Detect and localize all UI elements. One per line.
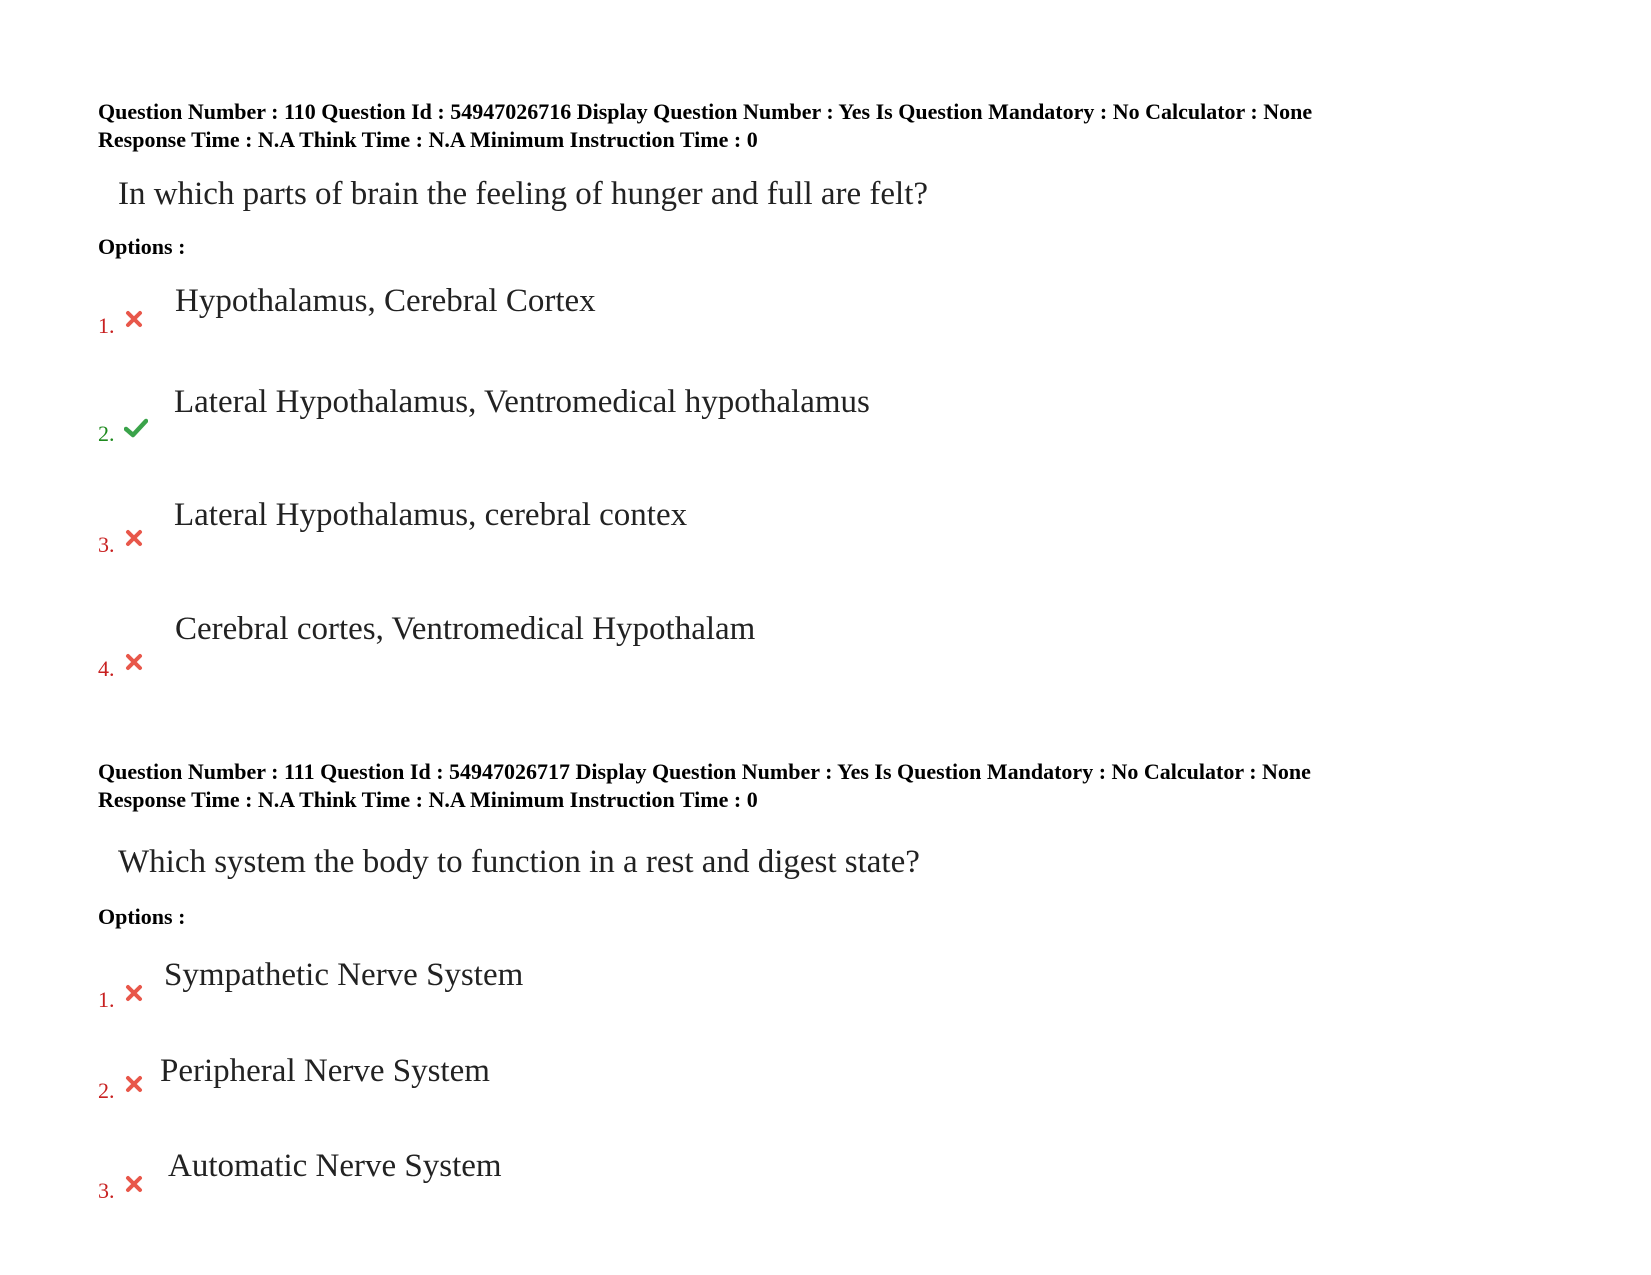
cross-icon xyxy=(124,1174,144,1194)
option-text: Lateral Hypothalamus, Ventromedical hypothalamus xyxy=(174,384,870,420)
question-meta-line1: Question Number : 110 Question Id : 54947026716 Display Question Number : Yes Is Question Mandatory : No Calculator : None xyxy=(98,99,1313,124)
options-label: Options : xyxy=(98,904,186,929)
option-number: 2. xyxy=(98,421,115,446)
option-text: Hypothalamus, Cerebral Cortex xyxy=(175,283,596,319)
option-text: Lateral Hypothalamus, cerebral contex xyxy=(174,497,688,533)
options-label: Options : xyxy=(98,234,186,259)
option-number: 1. xyxy=(98,987,115,1012)
question-meta-line2: Response Time : N.A Think Time : N.A Minimum Instruction Time : 0 xyxy=(98,787,758,812)
cross-icon xyxy=(124,528,144,548)
option-number: 2. xyxy=(98,1078,115,1103)
cross-icon xyxy=(124,309,144,329)
option-number: 1. xyxy=(98,313,115,338)
question-meta-line1: Question Number : 111 Question Id : 54947026717 Display Question Number : Yes Is Question Mandatory : No Calculator : None xyxy=(98,759,1311,784)
question-meta-line2: Response Time : N.A Think Time : N.A Minimum Instruction Time : 0 xyxy=(98,127,758,152)
check-icon xyxy=(124,418,148,438)
question-text: In which parts of brain the feeling of hunger and full are felt? xyxy=(118,176,929,212)
option-text: Cerebral cortes, Ventromedical Hypothalam xyxy=(175,611,756,647)
option-number: 3. xyxy=(98,532,115,557)
cross-icon xyxy=(124,652,144,672)
option-text: Automatic Nerve System xyxy=(168,1148,502,1184)
question-text: Which system the body to function in a rest and digest state? xyxy=(118,844,920,880)
option-text: Sympathetic Nerve System xyxy=(164,957,524,993)
option-number: 4. xyxy=(98,656,115,681)
cross-icon xyxy=(124,1074,144,1094)
cross-icon xyxy=(124,983,144,1003)
option-number: 3. xyxy=(98,1178,115,1203)
option-text: Peripheral Nerve System xyxy=(160,1053,490,1089)
